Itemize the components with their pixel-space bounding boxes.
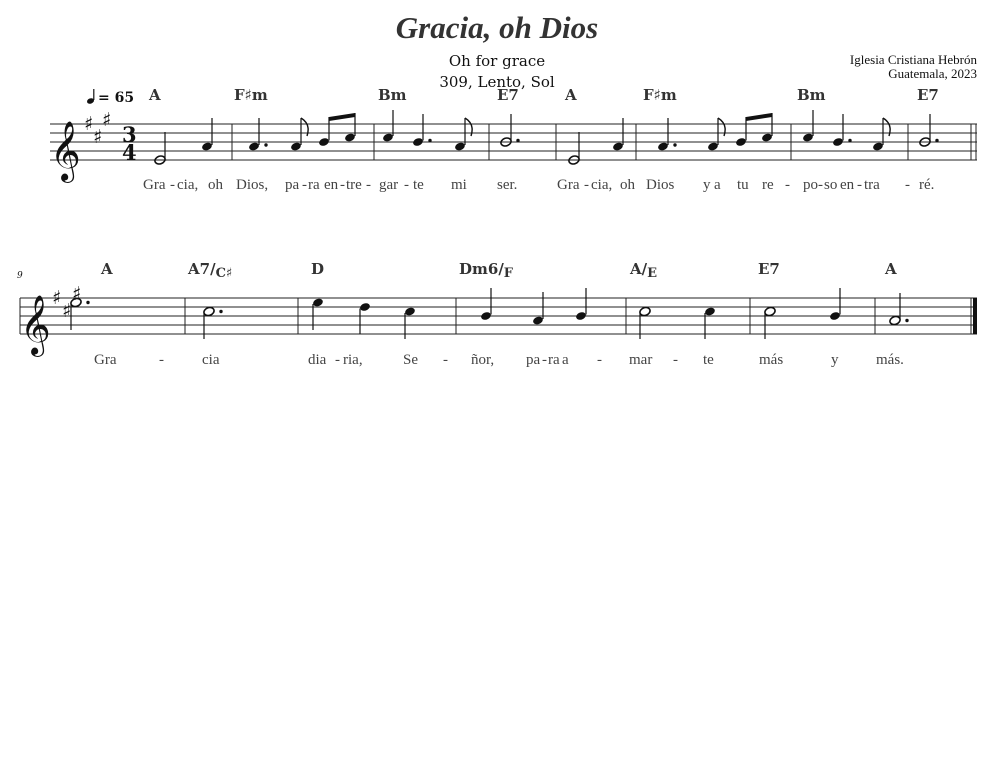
- lyrics-system-1: [143, 177, 934, 193]
- chord-symbol: A/E: [630, 260, 658, 281]
- chord-symbol: E7: [758, 260, 780, 278]
- note-quarter: [201, 118, 213, 152]
- lyric-syllable: pa: [526, 352, 541, 368]
- lyric-syllable: más.: [876, 352, 904, 368]
- lyric-syllable: ré.: [919, 177, 935, 193]
- lyric-syllable: ria,: [343, 352, 363, 368]
- lyric-syllable: y: [703, 177, 711, 193]
- staff-system-1: [50, 109, 977, 183]
- song-subtitle-2: 309, Lento, Sol: [439, 73, 555, 91]
- note-eighth: [872, 118, 890, 152]
- lyric-hyphen: -: [335, 352, 340, 368]
- lyric-syllable: Dios: [646, 177, 675, 193]
- lyric-hyphen: -: [404, 177, 409, 193]
- chord-symbol: Dm6/F: [459, 260, 514, 281]
- note-half: [153, 132, 167, 165]
- lyric-syllable: tre: [346, 177, 362, 193]
- composer-line-1: Iglesia Cristiana Hebrón: [849, 52, 977, 67]
- lyric-syllable: ra: [548, 352, 560, 368]
- lyric-syllable: Gra: [143, 177, 166, 193]
- lyric-hyphen: -: [584, 177, 589, 193]
- lyric-syllable: Se: [403, 352, 418, 368]
- lyric-syllable: mi: [451, 177, 467, 193]
- lyric-syllable: y: [831, 352, 839, 368]
- chord-symbol: E7: [917, 86, 939, 104]
- chord-symbol: E7: [497, 86, 519, 104]
- chord-symbol: A7/C♯: [188, 260, 233, 281]
- note-eighth: [707, 118, 725, 152]
- note-half: [567, 132, 581, 165]
- svg-text:♯: ♯: [72, 283, 82, 305]
- lyric-hyphen: -: [818, 177, 823, 193]
- note-quarter: [829, 288, 841, 321]
- lyric-hyphen: -: [340, 177, 345, 193]
- final-barline: [973, 298, 977, 334]
- lyric-syllable: ñor,: [471, 352, 495, 368]
- lyric-syllable: más: [759, 352, 784, 368]
- chord-symbol: Bm: [378, 86, 407, 104]
- staff-system-2: [20, 283, 977, 357]
- lyric-syllable: en: [324, 177, 339, 193]
- svg-text:♯: ♯: [52, 287, 62, 309]
- lyric-syllable: a: [562, 352, 569, 368]
- lyric-syllable: re: [762, 177, 774, 193]
- lyric-hyphen: -: [597, 352, 602, 368]
- chord-symbol: A: [565, 86, 577, 104]
- lyric-syllable: gar: [379, 177, 399, 193]
- note-quarter: [802, 110, 814, 143]
- lyric-syllable: Dios,: [236, 177, 269, 193]
- lyric-syllable: cia,: [591, 177, 613, 193]
- lyric-syllable: Gra: [557, 177, 580, 193]
- lyric-hyphen: -: [905, 177, 910, 193]
- chord-symbols-system-1: [148, 86, 939, 104]
- note-quarter: [575, 288, 587, 321]
- lyric-syllable: mar: [629, 352, 653, 368]
- note-dotted-quarter: [657, 118, 677, 152]
- treble-clef-icon: 𝄞: [20, 295, 51, 355]
- chord-symbol: A: [149, 86, 161, 104]
- note-quarter: [532, 292, 544, 326]
- notes-system-1: [153, 110, 939, 165]
- lyric-syllable: tra: [864, 177, 880, 193]
- lyric-hyphen: -: [785, 177, 790, 193]
- time-signature-bottom: 4: [122, 140, 137, 165]
- lyric-syllable: a: [714, 177, 721, 193]
- svg-text:♯: ♯: [84, 113, 94, 135]
- svg-text:♯: ♯: [62, 300, 72, 322]
- lyric-syllable: oh: [620, 177, 635, 193]
- notes-system-2: [70, 288, 909, 339]
- lyric-hyphen: -: [857, 177, 862, 193]
- note-eighth: [290, 118, 308, 152]
- tempo-mark: [86, 89, 134, 106]
- lyric-syllable: Gra: [94, 352, 117, 368]
- svg-text:♯: ♯: [93, 126, 103, 148]
- lyric-hyphen: -: [542, 352, 547, 368]
- chord-symbol: F♯m: [643, 86, 677, 104]
- lyric-syllable: po: [803, 177, 818, 193]
- lyric-hyphen: -: [302, 177, 307, 193]
- lyric-syllable: te: [703, 352, 714, 368]
- composer-line-2: Guatemala, 2023: [888, 66, 977, 81]
- lyric-hyphen: -: [673, 352, 678, 368]
- treble-clef-icon: 𝄞: [50, 121, 81, 181]
- lyric-syllable: ra: [308, 177, 320, 193]
- lyrics-system-2: [94, 352, 904, 368]
- chord-symbol: D: [311, 260, 325, 278]
- lyric-syllable: cia,: [177, 177, 199, 193]
- lyric-syllable: te: [413, 177, 424, 193]
- chord-symbol: F♯m: [234, 86, 268, 104]
- note-quarter: [359, 302, 371, 334]
- lyric-hyphen: -: [366, 177, 371, 193]
- chord-symbol: A: [885, 260, 897, 278]
- lyric-hyphen: -: [170, 177, 175, 193]
- svg-text:♯: ♯: [102, 109, 112, 131]
- lyric-syllable: ser.: [497, 177, 518, 193]
- lyric-syllable: en: [840, 177, 855, 193]
- note-quarter: [382, 110, 394, 143]
- song-subtitle: Oh for grace: [448, 52, 546, 70]
- note-eighth: [454, 118, 472, 152]
- tempo-text: = 65: [98, 90, 135, 106]
- note-quarter: [480, 288, 492, 321]
- chord-symbols-system-2: [100, 260, 897, 281]
- lyric-syllable: oh: [208, 177, 223, 193]
- time-signature-top: 3: [122, 122, 137, 147]
- lyric-syllable: cia: [202, 352, 220, 368]
- note-dotted-quarter: [248, 118, 268, 152]
- lyric-syllable: tu: [737, 177, 749, 193]
- lyric-hyphen: -: [159, 352, 164, 368]
- chord-symbol: Bm: [797, 86, 826, 104]
- lyric-syllable: pa: [285, 177, 300, 193]
- chord-symbol: A: [101, 260, 113, 278]
- song-title: Gracia, oh Dios: [395, 10, 599, 45]
- lyric-syllable: so: [824, 177, 838, 193]
- measure-number: 9: [17, 271, 23, 281]
- lyric-syllable: dia: [308, 352, 327, 368]
- lyric-hyphen: -: [443, 352, 448, 368]
- note-quarter: [612, 118, 624, 152]
